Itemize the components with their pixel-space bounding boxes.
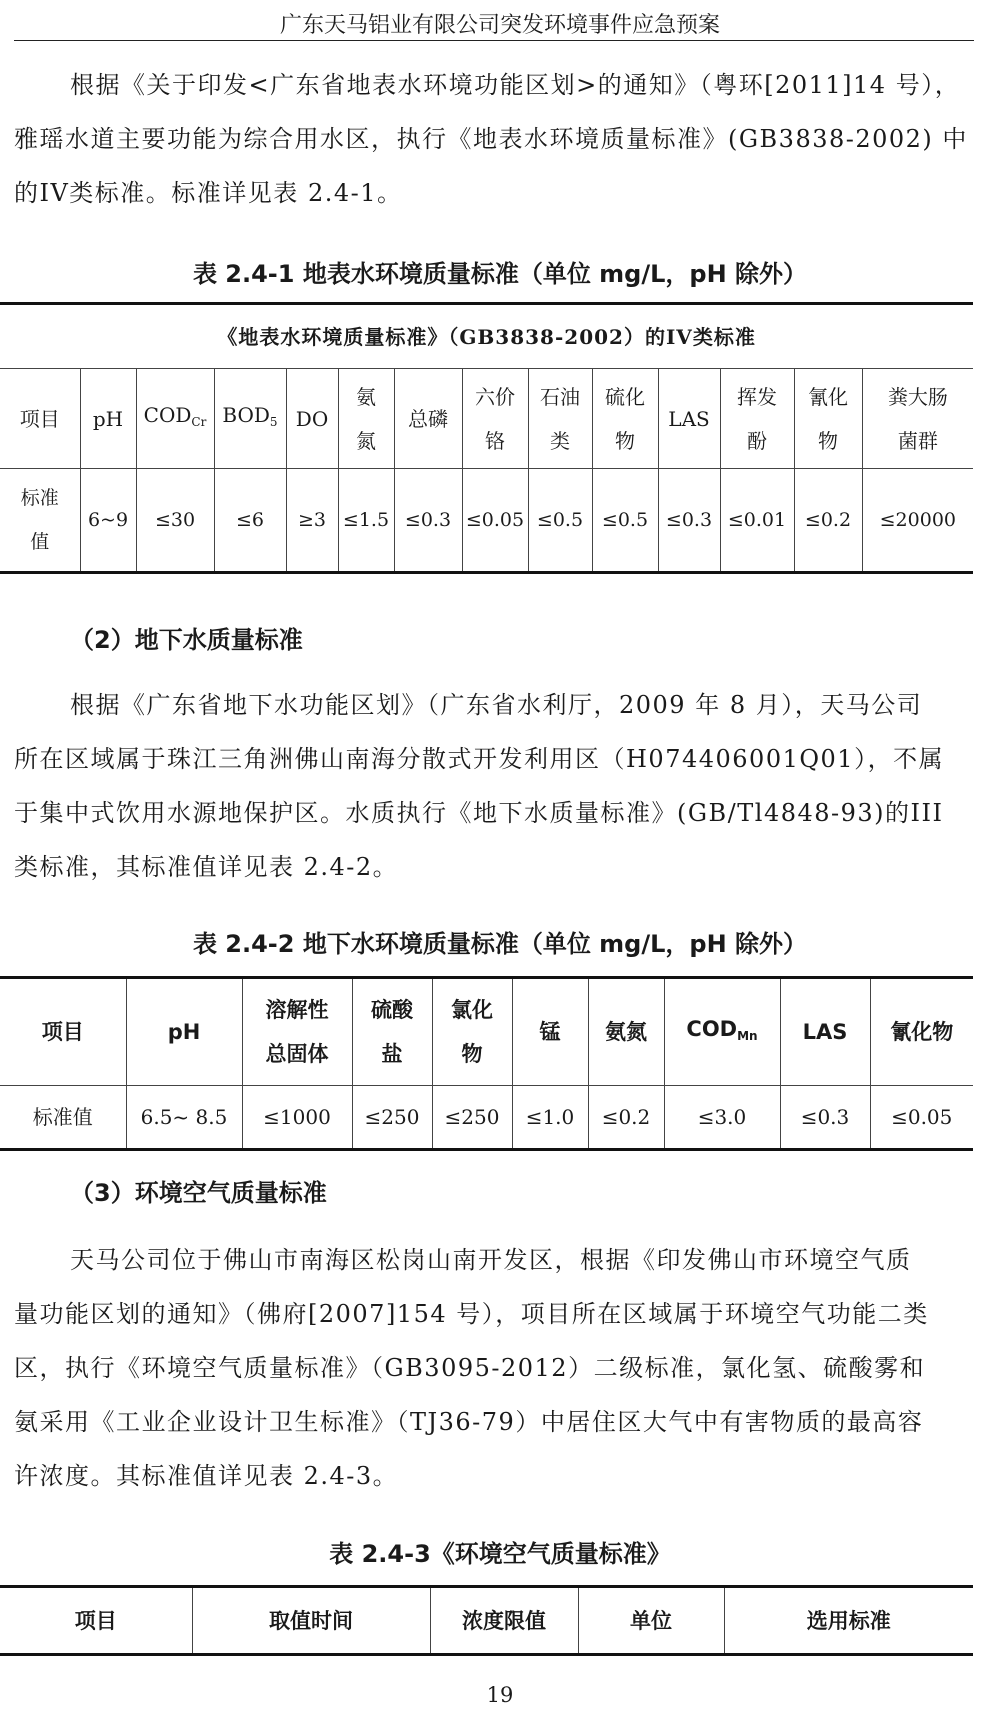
table-header-cell: 氰化物 — [870, 978, 973, 1086]
table-cell: ≤20000 — [862, 469, 973, 573]
table-header-cell: pH — [126, 978, 242, 1086]
table-cell: ≤0.2 — [794, 469, 862, 573]
table-cell: ≤0.05 — [870, 1086, 973, 1150]
table-cell: 6.5~ 8.5 — [126, 1086, 242, 1150]
table-header-cell: 氯化 物 — [432, 978, 512, 1086]
air-quality-standard-table — [0, 1585, 973, 1656]
table-header-cell: 石油 类 — [528, 369, 592, 469]
paragraph-groundwater — [14, 678, 976, 894]
table-header-cell: 总磷 — [394, 369, 462, 469]
table-header-cell: 锰 — [512, 978, 588, 1086]
table-header-cell: 六价 铬 — [462, 369, 528, 469]
paragraph-line: 氨采用《工业企业设计卫生标准》（TJ36-79）中居住区大气中有害物质的最高容 — [14, 1408, 924, 1436]
table-row — [0, 469, 973, 573]
table1-caption: 表 2.4-1 地表水环境质量标准（单位 mg/L，pH 除外） — [192, 260, 808, 288]
paragraph-line: 的IV类标准。标准详见表 2.4-1。 — [14, 179, 403, 207]
table-cell: ≤0.01 — [720, 469, 794, 573]
table-cell: ≤0.2 — [588, 1086, 664, 1150]
cod-subscript: Mn — [737, 1028, 758, 1043]
table-cell: ≤0.3 — [658, 469, 720, 573]
groundwater-standard-table — [0, 976, 973, 1151]
paragraph-line: 天马公司位于佛山市南海区松岗山南开发区，根据《印发佛山市环境空气质 — [70, 1246, 912, 1274]
paragraph-air-quality — [14, 1233, 976, 1503]
paragraph-line: 根据《广东省地下水功能区划》（广东省水利厅，2009 年 8 月），天马公司 — [70, 691, 923, 719]
page-number: 19 — [486, 1683, 514, 1707]
table3-caption: 表 2.4-3《环境空气质量标准》 — [329, 1540, 671, 1568]
table-header-cell: 单位 — [578, 1587, 724, 1655]
table-header-cell-cod — [664, 978, 780, 1086]
table-cell: ≤1.5 — [338, 469, 394, 573]
surface-water-standard-table — [0, 302, 973, 574]
table-cell: ≤0.3 — [780, 1086, 870, 1150]
table-cell: ≤0.5 — [592, 469, 658, 573]
table-cell: ≥3 — [286, 469, 338, 573]
table-header-cell: 项目 — [0, 369, 80, 469]
table1-header-row — [0, 369, 973, 469]
table1-banner: 《地表水环境质量标准》（GB3838-2002）的IV类标准 — [0, 304, 973, 369]
section-heading-air: （3）环境空气质量标准 — [70, 1179, 327, 1207]
page-header: 广东天马铝业有限公司突发环境事件应急预案 — [279, 13, 720, 38]
paragraph-line: 所在区域属于珠江三角洲佛山南海分散式开发利用区（H074406001Q01），不属 — [14, 745, 945, 773]
table-header-cell: 取值时间 — [192, 1587, 430, 1655]
table-cell: ≤1000 — [242, 1086, 352, 1150]
table-cell: ≤250 — [352, 1086, 432, 1150]
table-header-cell: 溶解性 总固体 — [242, 978, 352, 1086]
paragraph-line: 类标准，其标准值详见表 2.4-2。 — [14, 853, 399, 881]
table-header-cell: 挥发 酚 — [720, 369, 794, 469]
table-row-label: 标准值 — [0, 1086, 126, 1150]
table-header-cell: 硫酸 盐 — [352, 978, 432, 1086]
table-cell: ≤0.3 — [394, 469, 462, 573]
paragraph-line: 许浓度。其标准值详见表 2.4-3。 — [14, 1462, 399, 1490]
paragraph-surface-water — [14, 58, 976, 220]
table-header-cell: 浓度限值 — [430, 1587, 578, 1655]
cod-label: COD — [143, 403, 192, 427]
table-cell: ≤0.5 — [528, 469, 592, 573]
paragraph-line: 区，执行《环境空气质量标准》（GB3095-2012）二级标准，氯化氢、硫酸雾和 — [14, 1354, 926, 1382]
table-header-cell: pH — [80, 369, 136, 469]
table-cell: 6~9 — [80, 469, 136, 573]
bod-subscript: 5 — [269, 415, 278, 429]
table2-header-row — [0, 978, 973, 1086]
table-header-cell-bod — [214, 369, 286, 469]
table-row — [0, 1086, 973, 1150]
header-rule — [14, 40, 974, 41]
table-header-cell: 项目 — [0, 1587, 192, 1655]
table-header-cell: 项目 — [0, 978, 126, 1086]
table-header-cell: LAS — [658, 369, 720, 469]
table3-header-row — [0, 1587, 973, 1655]
paragraph-line: 根据《关于印发<广东省地表水环境功能区划>的通知》（粤环[2011]14 号）， — [70, 71, 961, 99]
table2-caption: 表 2.4-2 地下水环境质量标准（单位 mg/L，pH 除外） — [192, 930, 808, 958]
table-header-cell: 氰化 物 — [794, 369, 862, 469]
table-row-label: 标准 值 — [0, 469, 80, 573]
table-cell: ≤0.05 — [462, 469, 528, 573]
paragraph-line: 于集中式饮用水源地保护区。水质执行《地下水质量标准》(GB/Tl4848-93)的III — [14, 799, 944, 827]
table-cell: ≤250 — [432, 1086, 512, 1150]
table-header-cell: 氨氮 — [588, 978, 664, 1086]
table-header-cell: 选用标准 — [724, 1587, 973, 1655]
table-cell: ≤6 — [214, 469, 286, 573]
table-cell: ≤30 — [136, 469, 214, 573]
table-header-cell-cod — [136, 369, 214, 469]
table-header-cell: 氨 氮 — [338, 369, 394, 469]
table-header-cell: DO — [286, 369, 338, 469]
table-header-cell: LAS — [780, 978, 870, 1086]
section-heading-groundwater: （2）地下水质量标准 — [70, 626, 303, 654]
table-header-cell: 硫化 物 — [592, 369, 658, 469]
table-cell: ≤1.0 — [512, 1086, 588, 1150]
cod-label: COD — [686, 1016, 738, 1041]
table-cell: ≤3.0 — [664, 1086, 780, 1150]
cod-subscript: Cr — [191, 415, 207, 429]
table-header-cell: 粪大肠 菌群 — [862, 369, 973, 469]
paragraph-line: 雅瑶水道主要功能为综合用水区，执行《地表水环境质量标准》(GB3838-2002) 中 — [14, 125, 968, 153]
bod-label: BOD — [222, 403, 270, 427]
paragraph-line: 量功能区划的通知》（佛府[2007]154 号），项目所在区域属于环境空气功能二类 — [14, 1300, 929, 1328]
